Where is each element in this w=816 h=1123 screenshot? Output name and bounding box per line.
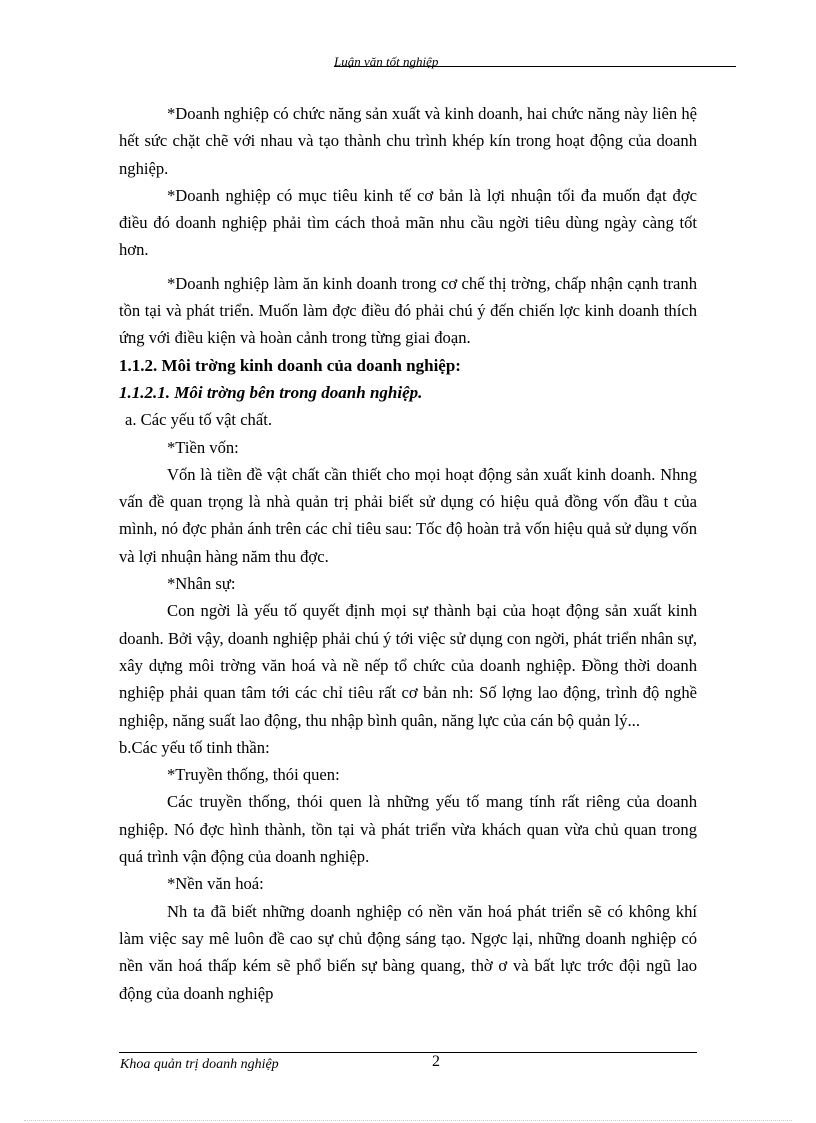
item-personnel: *Nhân sự: bbox=[167, 574, 236, 594]
paragraph-capital: Vốn là tiền đề vật chất cần thiết cho mọi hoạt động sản xuất kinh doanh. Nhng vấn đề quan trọng là nhà quản trị phải biết sử dụng có hiệu quả đồng vốn đầu t của mình, nó đợc phản ánh trên các chỉ tiêu sau: Tốc độ hoàn trả vốn hiệu quả sử dụng vốn và lợi nhuận hàng năm thu đợc. bbox=[119, 464, 697, 566]
subheading-material-factors: a. Các yếu tố vật chất. bbox=[125, 410, 272, 430]
page-edge bbox=[24, 1120, 792, 1121]
footer-rule bbox=[119, 1052, 697, 1053]
page-number: 2 bbox=[432, 1053, 440, 1070]
heading-internal-environment: 1.1.2.1. Môi trờng bên trong doanh nghiệp. bbox=[119, 382, 423, 402]
paragraph-objective: *Doanh nghiệp có mục tiêu kinh tế cơ bản là lợi nhuận tối đa muốn đạt đợc điều đó doanh nghiệp phải tìm cách thoả mãn nhu cầu ngời tiêu dùng ngày càng tốt hơn. bbox=[119, 185, 697, 260]
running-header: Luận văn tốt nghiệp bbox=[334, 54, 439, 69]
paragraph-tradition: Các truyền thống, thói quen là những yếu tố mang tính rất riêng của doanh nghiệp. Nó đợc hình thành, tồn tại và phát triển vừa khách quan vừa chủ quan trong quá trình vận động của doanh nghiệp. bbox=[119, 792, 697, 867]
page-body bbox=[119, 100, 697, 1007]
heading-business-environment: 1.1.2. Môi trờng kinh doanh của doanh nghiệp: bbox=[119, 355, 461, 375]
paragraph-competition: *Doanh nghiệp làm ăn kinh doanh trong cơ chế thị trờng, chấp nhận cạnh tranh tồn tại và phát triển. Muốn làm đợc điều đó phải chú ý đến chiến lợc kinh doanh thích ứng với điều kiện và hoàn cảnh trong từng giai đoạn. bbox=[119, 273, 697, 348]
subheading-spiritual-factors: b.Các yếu tố tinh thần: bbox=[119, 737, 270, 757]
item-culture: *Nền văn hoá: bbox=[167, 874, 264, 894]
paragraph-culture: Nh ta đã biết những doanh nghiệp có nền văn hoá phát triển sẽ có không khí làm việc say mê luôn đề cao sự chủ động sáng tạo. Ngợc lại, những doanh nghiệp có nền văn hoá thấp kém sẽ phổ biến sự bàng quang, thờ ơ và bất lực trớc đội ngũ lao động của doanh nghiệp bbox=[119, 901, 697, 1003]
item-capital: *Tiền vốn: bbox=[167, 437, 239, 457]
footer-department: Khoa quản trị doanh nghiệp bbox=[120, 1057, 279, 1072]
header-rule bbox=[334, 66, 736, 67]
paragraph-functions: *Doanh nghiệp có chức năng sản xuất và kinh doanh, hai chức năng này liên hệ hết sức chặt chẽ với nhau và tạo thành chu trình khép kín trong hoạt động của doanh nghiệp. bbox=[119, 104, 697, 178]
item-tradition: *Truyền thống, thói quen: bbox=[167, 765, 340, 785]
paragraph-personnel: Con ngời là yếu tố quyết định mọi sự thành bại của hoạt động sản xuất kinh doanh. Bởi vậy, doanh nghiệp phải chú ý tới việc sử dụng con ngời, phát triển nhân sự, xây dựng môi trờng văn hoá và nề nếp tổ chức của doanh nghiệp. Đồng thời doanh nghiệp phải quan tâm tới các chỉ tiêu rất cơ bản nh: Số lợng lao động, trình độ nghề nghiệp, năng suất lao động, thu nhập bình quân, năng lực của cán bộ quản lý... bbox=[119, 601, 697, 730]
